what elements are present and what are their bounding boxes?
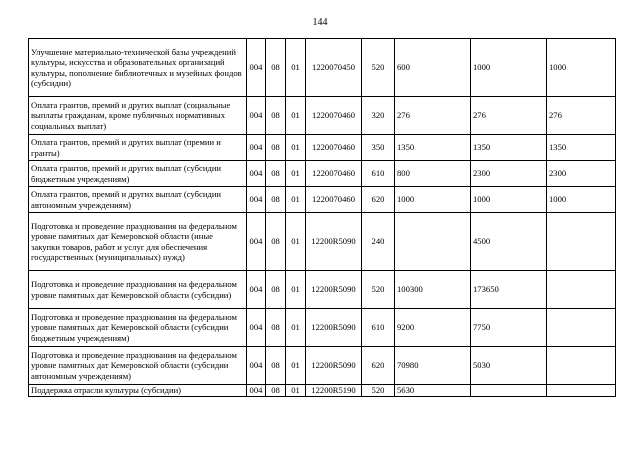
article-code-cell: 1220070460 [306,187,362,213]
section-code-cell: 08 [266,135,286,161]
ministry-code-cell: 004 [247,97,266,135]
row-name-cell: Оплата грантов, премий и других выплат (социальные выплаты гражданам, кроме публичных нормативных социальных выплат) [29,97,247,135]
sum-year-2-cell: 1350 [471,135,547,161]
expense-type-code-cell: 610 [362,309,395,347]
sum-year-2-cell: 4500 [471,213,547,271]
sum-year-3-cell: 276 [547,97,616,135]
expense-type-code-cell: 620 [362,347,395,385]
article-code-cell: 1220070460 [306,97,362,135]
subsection-code-cell: 01 [286,135,306,161]
sum-year-1-cell: 276 [395,97,471,135]
ministry-code-cell: 004 [247,271,266,309]
sum-year-3-cell [547,213,616,271]
article-code-cell: 12200R5090 [306,271,362,309]
page-number: 144 [312,17,328,28]
ministry-code-cell: 004 [247,39,266,97]
expense-type-code-cell: 610 [362,161,395,187]
article-code-cell: 1220070460 [306,161,362,187]
expense-type-code-cell: 240 [362,213,395,271]
section-code-cell: 08 [266,39,286,97]
sum-year-3-cell: 1000 [547,39,616,97]
row-name-cell: Оплата грантов, премий и других выплат (премии и гранты) [29,135,247,161]
ministry-code-cell: 004 [247,213,266,271]
section-code-cell: 08 [266,347,286,385]
article-code-cell: 12200R5090 [306,213,362,271]
table-row [29,309,616,347]
article-code-cell: 12200R5090 [306,309,362,347]
subsection-code-cell: 01 [286,97,306,135]
row-name-cell: Подготовка и проведение празднования на федеральном уровне памятных дат Кемеровской области (субсидии бюджетным учреждениям) [29,309,247,347]
table-row [29,213,616,271]
ministry-code-cell: 004 [247,161,266,187]
sum-year-3-cell [547,385,616,397]
budget-table [28,38,616,397]
table-row [29,347,616,385]
table-row [29,271,616,309]
ministry-code-cell: 004 [247,385,266,397]
section-code-cell: 08 [266,385,286,397]
row-name-cell: Поддержка отрасли культуры (субсидии) [29,385,247,397]
section-code-cell: 08 [266,187,286,213]
table-row [29,161,616,187]
row-name-cell: Подготовка и проведение празднования на федеральном уровне памятных дат Кемеровской области (иные закупки товаров, работ и услуг для обеспечения государственных (муниципальных) нужд) [29,213,247,271]
expense-type-code-cell: 520 [362,39,395,97]
sum-year-1-cell: 100300 [395,271,471,309]
ministry-code-cell: 004 [247,187,266,213]
table-row [29,187,616,213]
ministry-code-cell: 004 [247,309,266,347]
ministry-code-cell: 004 [247,347,266,385]
subsection-code-cell: 01 [286,309,306,347]
article-code-cell: 1220070450 [306,39,362,97]
table-row [29,39,616,97]
sum-year-1-cell [395,213,471,271]
table-row [29,97,616,135]
section-code-cell: 08 [266,161,286,187]
sum-year-2-cell: 1000 [471,39,547,97]
subsection-code-cell: 01 [286,39,306,97]
sum-year-3-cell [547,347,616,385]
sum-year-1-cell: 70980 [395,347,471,385]
sum-year-2-cell: 276 [471,97,547,135]
subsection-code-cell: 01 [286,271,306,309]
sum-year-3-cell: 1350 [547,135,616,161]
expense-type-code-cell: 620 [362,187,395,213]
sum-year-1-cell: 600 [395,39,471,97]
subsection-code-cell: 01 [286,213,306,271]
sum-year-2-cell: 173650 [471,271,547,309]
sum-year-3-cell: 2300 [547,161,616,187]
article-code-cell: 12200R5190 [306,385,362,397]
article-code-cell: 1220070460 [306,135,362,161]
expense-type-code-cell: 350 [362,135,395,161]
sum-year-2-cell: 2300 [471,161,547,187]
sum-year-3-cell [547,309,616,347]
table-row [29,135,616,161]
section-code-cell: 08 [266,271,286,309]
sum-year-2-cell: 7750 [471,309,547,347]
section-code-cell: 08 [266,213,286,271]
subsection-code-cell: 01 [286,161,306,187]
row-name-cell: Улучшение материально-технической базы учреждений культуры, искусства и образовательных организаций культуры, пополнение библиотечных и музейных фондов (субсидии) [29,39,247,97]
subsection-code-cell: 01 [286,187,306,213]
row-name-cell: Оплата грантов, премий и других выплат (субсидии автономным учреждениям) [29,187,247,213]
sum-year-1-cell: 5630 [395,385,471,397]
section-code-cell: 08 [266,97,286,135]
article-code-cell: 12200R5090 [306,347,362,385]
row-name-cell: Подготовка и проведение празднования на федеральном уровне памятных дат Кемеровской области (субсидии) [29,271,247,309]
sum-year-1-cell: 1000 [395,187,471,213]
sum-year-3-cell: 1000 [547,187,616,213]
row-name-cell: Подготовка и проведение празднования на федеральном уровне памятных дат Кемеровской области (субсидии автономным учреждениям) [29,347,247,385]
table-row [29,385,616,397]
subsection-code-cell: 01 [286,385,306,397]
row-name-cell: Оплата грантов, премий и других выплат (субсидии бюджетным учреждениям) [29,161,247,187]
sum-year-2-cell: 5030 [471,347,547,385]
ministry-code-cell: 004 [247,135,266,161]
expense-type-code-cell: 520 [362,385,395,397]
sum-year-1-cell: 9200 [395,309,471,347]
sum-year-2-cell [471,385,547,397]
expense-type-code-cell: 320 [362,97,395,135]
sum-year-3-cell [547,271,616,309]
sum-year-1-cell: 1350 [395,135,471,161]
section-code-cell: 08 [266,309,286,347]
subsection-code-cell: 01 [286,347,306,385]
sum-year-2-cell: 1000 [471,187,547,213]
sum-year-1-cell: 800 [395,161,471,187]
expense-type-code-cell: 520 [362,271,395,309]
